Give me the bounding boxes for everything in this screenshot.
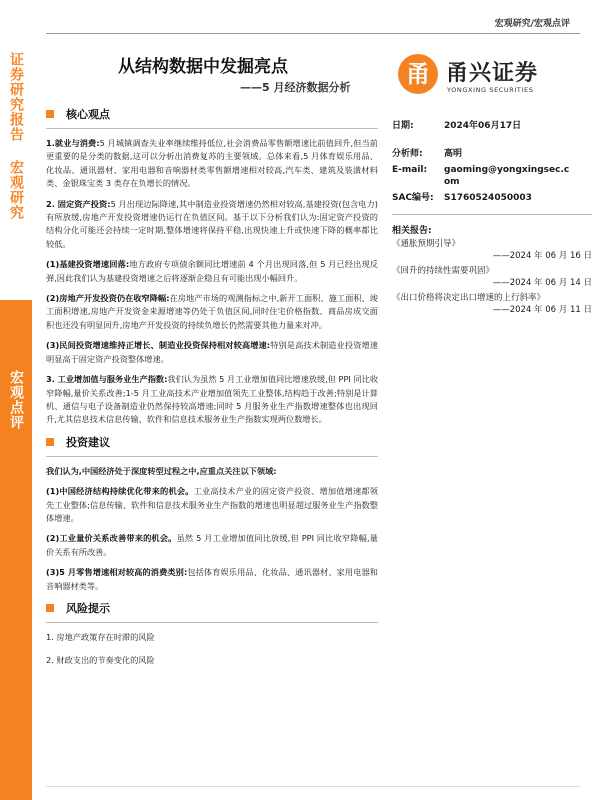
- header-divider: [46, 33, 580, 34]
- info-panel: [392, 120, 592, 319]
- paragraph-lead: (3)民间投资增速维持正增长、制造业投资保持相对较高增速:: [46, 340, 271, 351]
- meta-value: 2024年06月17日: [444, 121, 522, 131]
- company-logo-icon: 甬: [398, 54, 438, 94]
- related-report-link[interactable]: 《出口价格将决定出口增速的上行斜率》: [392, 293, 546, 303]
- paragraph-text: 我们认为虽然 5 月工业增加值同比增速放缓,但 PPI 同比收窄降幅,量价关系改善;1-5 月工业高技术产业增加值领先工业整体,结构趋于改善;特别是计算机、通信与电子设备制造业仍然保持较高增速;同时 5 月服务业生产指数增速整体也出现回升,尤其信息技术信息传输、软件和信息技术服务业生产指数实现两位数增长。: [46, 374, 379, 425]
- paragraph-text: 工业高技术产业的固定资产投资、增加值增速都领先工业整体;信息传输、软件和信息技术服务业生产指数的增速也明显超过服务业生产指数整体增速。: [46, 486, 378, 523]
- company-name-en: YONGXING SECURITIES: [447, 86, 534, 94]
- advice-item-2: [46, 532, 378, 559]
- meta-value: 高明: [444, 149, 463, 159]
- risk-item: 2. 财政支出的节奏变化的风险: [46, 654, 155, 665]
- advice-intro: 我们认为,中国经济处于深度转型过程之中,应重点关注以下领域:: [46, 465, 277, 476]
- page-title: 从结构数据中发掘亮点: [118, 57, 288, 77]
- paragraph-lead: (2)工业量价关系改善带来的机会。: [46, 533, 177, 544]
- related-report-date: ——2024 年 06 月 11 日: [492, 305, 592, 315]
- sidebar-label-report: 证券研究报告: [8, 52, 24, 142]
- footer-divider: [46, 786, 580, 787]
- paragraph-text: 5 月城镇调查失业率继续维持低位,社会消费品零售额增速比前值回升,但当前更重要的是分类的数据,这可以分析出消费复苏的主要领域。总体来看,5 月体育娱乐用品、化妆品、通讯器材、家用电器和音响器材类零售额增速相对较高,汽车类、建筑及装潢材料类、金银珠宝类 3 类存在负增长的情况。: [46, 138, 378, 189]
- paragraph-lead: 2. 固定资产投资:: [46, 198, 111, 209]
- sidebar-top: [0, 0, 32, 300]
- paragraph-fixed-investment: [46, 198, 378, 252]
- section-advice-heading: [46, 434, 378, 450]
- related-report-date: ——2024 年 06 月 16 日: [492, 251, 592, 261]
- paragraph-text: 包括体育娱乐用品、化妆品、通讯器材、家用电器和音响器材类等。: [46, 567, 378, 591]
- meta-sac: [392, 192, 592, 204]
- bullet-square-icon: [46, 604, 54, 612]
- section-risk-title: 风险提示: [66, 601, 110, 615]
- advice-item-1: [46, 485, 378, 525]
- sidebar: [0, 0, 32, 800]
- paragraph-real-estate: [46, 292, 378, 332]
- divider: [46, 128, 378, 129]
- company-name-cn: 甬兴证券: [446, 61, 539, 86]
- sidebar-label-macro-review: 宏观点评: [8, 370, 24, 430]
- meta-analyst: [392, 148, 592, 160]
- paragraph-lead: (3)5 月零售增速相对较高的消费类别:: [46, 567, 188, 578]
- meta-key: 分析师:: [392, 149, 423, 159]
- email-link[interactable]: gaoming@yongxingsec.com: [444, 165, 570, 187]
- paragraph-infrastructure: [46, 258, 378, 285]
- paragraph-lead: 3. 工业增加值与服务业生产指数:: [46, 374, 168, 385]
- meta-date: [392, 120, 592, 132]
- related-reports-title: 相关报告:: [392, 226, 432, 236]
- meta-value: S1760524050003: [444, 193, 532, 203]
- advice-item-3: [46, 566, 378, 593]
- meta-key: SAC编号:: [392, 193, 434, 203]
- section-advice-title: 投资建议: [66, 435, 110, 449]
- sidebar-label-macro-research: 宏观研究: [8, 160, 24, 220]
- related-report-date: ——2024 年 06 月 14 日: [492, 278, 592, 288]
- sidebar-bottom: [0, 300, 32, 800]
- related-report-link[interactable]: 《通胀预期引导》: [392, 239, 461, 249]
- risk-item: 1. 房地产政策存在时滞的风险: [46, 631, 155, 642]
- section-core-heading: [46, 106, 378, 122]
- paragraph-industry-services: [46, 373, 378, 427]
- bullet-square-icon: [46, 110, 54, 118]
- paragraph-text: 特别是高技术制造业投资增速明显高于固定资产投资整体增速。: [46, 340, 378, 364]
- paragraph-text: 5 月出现边际降速,其中制造业投资增速仍然相对较高,基建投资(包含电力)有所放缓,房地产开发投资增速仍运行在负值区间。基于以下分析我们认为:固定资产投资的结构分化可能还会持续一定时期,整体增速将保持平稳,出现快速上升或快速下降的概率都比较低。: [46, 198, 379, 249]
- paragraph-lead: (1)基建投资增速回落:: [46, 259, 130, 270]
- paragraph-text: 地方政府专项债余额同比增速前 4 个月出现回落,但 5 月已经出现反弹,因此我们认为基建投资增速之后将逐渐企稳且有可能出现小幅回升。: [46, 259, 378, 283]
- paragraph-text: 虽然 5 月工业增加值同比放缓,但 PPI 同比收窄降幅,量价关系有所改善。: [46, 533, 378, 557]
- section-risk-heading: [46, 600, 378, 616]
- divider: [392, 214, 592, 215]
- paragraph-lead: (1)中国经济结构持续优化带来的机会。: [46, 486, 194, 497]
- meta-key: E-mail:: [392, 165, 428, 175]
- paragraph-private-investment: [46, 339, 378, 366]
- paragraph-text: 在房地产市场的观测指标之中,新开工面积、施工面积、竣工面积增速,房地产开发资金来源增速等仍处于负值区间,同时住宅价格指数、商品房成交面积也还没有明显回升,房地产开发投资的持续负增长仍然需要其他力量来对冲。: [46, 293, 378, 330]
- paragraph-lead: 1.就业与消费:: [46, 138, 100, 148]
- main-content: [46, 106, 378, 677]
- divider: [46, 456, 378, 457]
- meta-email: [392, 164, 592, 188]
- divider: [46, 622, 378, 623]
- bullet-square-icon: [46, 438, 54, 446]
- section-core-title: 核心观点: [66, 108, 110, 121]
- related-report-link[interactable]: 《回升的持续性需要巩固》: [392, 266, 495, 276]
- paragraph-employment: [46, 137, 378, 191]
- paragraph-lead: (2)房地产开发投资仍在收窄降幅:: [46, 293, 170, 304]
- page-subtitle: ——5 月经济数据分析: [240, 81, 351, 94]
- meta-key: 日期:: [392, 121, 414, 131]
- header-tag: 宏观研究/宏观点评: [494, 19, 570, 29]
